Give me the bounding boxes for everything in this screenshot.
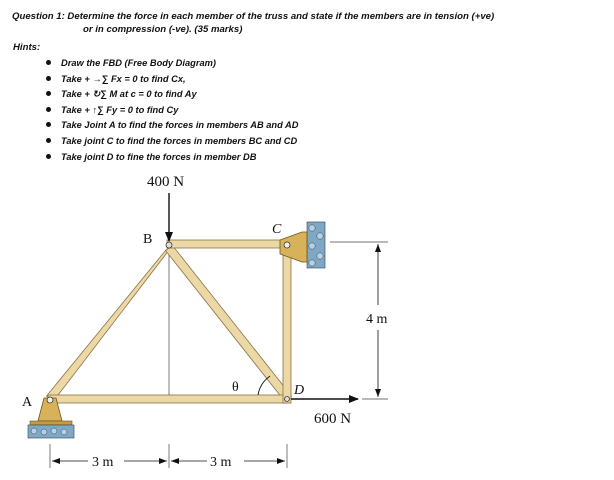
hint-item: Take joint D to fine the forces in member DB	[46, 150, 298, 166]
hint-item: Take + ↑∑ Fy = 0 to find Cy	[46, 103, 298, 119]
node-label-c: C	[272, 222, 282, 237]
node-label-d: D	[294, 383, 305, 398]
hint-item: Take + →∑ Fx = 0 to find Cx,	[46, 72, 298, 88]
member-cd	[283, 241, 291, 403]
dimension-left-label: 3 m	[92, 455, 114, 470]
member-ad	[48, 395, 290, 403]
member-ab	[47, 246, 173, 402]
load-label-d: 600 N	[314, 411, 352, 427]
member-bc	[167, 240, 288, 248]
hint-item: Draw the FBD (Free Body Diagram)	[46, 56, 298, 72]
angle-label: θ	[232, 380, 239, 395]
node-label-b: B	[143, 232, 153, 247]
question-line-2: or in compression (-ve). (35 marks)	[83, 24, 243, 35]
hint-item: Take + ↻∑ M at c = 0 to find Ay	[46, 87, 298, 103]
hint-item: Take Joint A to find the forces in members AB and AD	[46, 118, 298, 134]
hints-label: Hints:	[13, 42, 41, 53]
node-label-a: A	[22, 395, 33, 410]
ground-a	[28, 425, 74, 438]
wall-support-c	[307, 222, 325, 268]
pin-b	[166, 242, 172, 248]
hint-item: Take joint C to find the forces in members BC and CD	[46, 134, 298, 150]
load-label-b: 400 N	[147, 174, 185, 190]
dimension-height-label: 4 m	[366, 312, 388, 327]
dimension-right-label: 3 m	[210, 455, 232, 470]
dimension-width	[50, 444, 287, 468]
member-bd	[166, 246, 292, 402]
question-line-1: Question 1: Determine the force in each member of the truss and state if the members are in tension (+ve)	[12, 11, 495, 22]
pin-d	[285, 397, 290, 402]
